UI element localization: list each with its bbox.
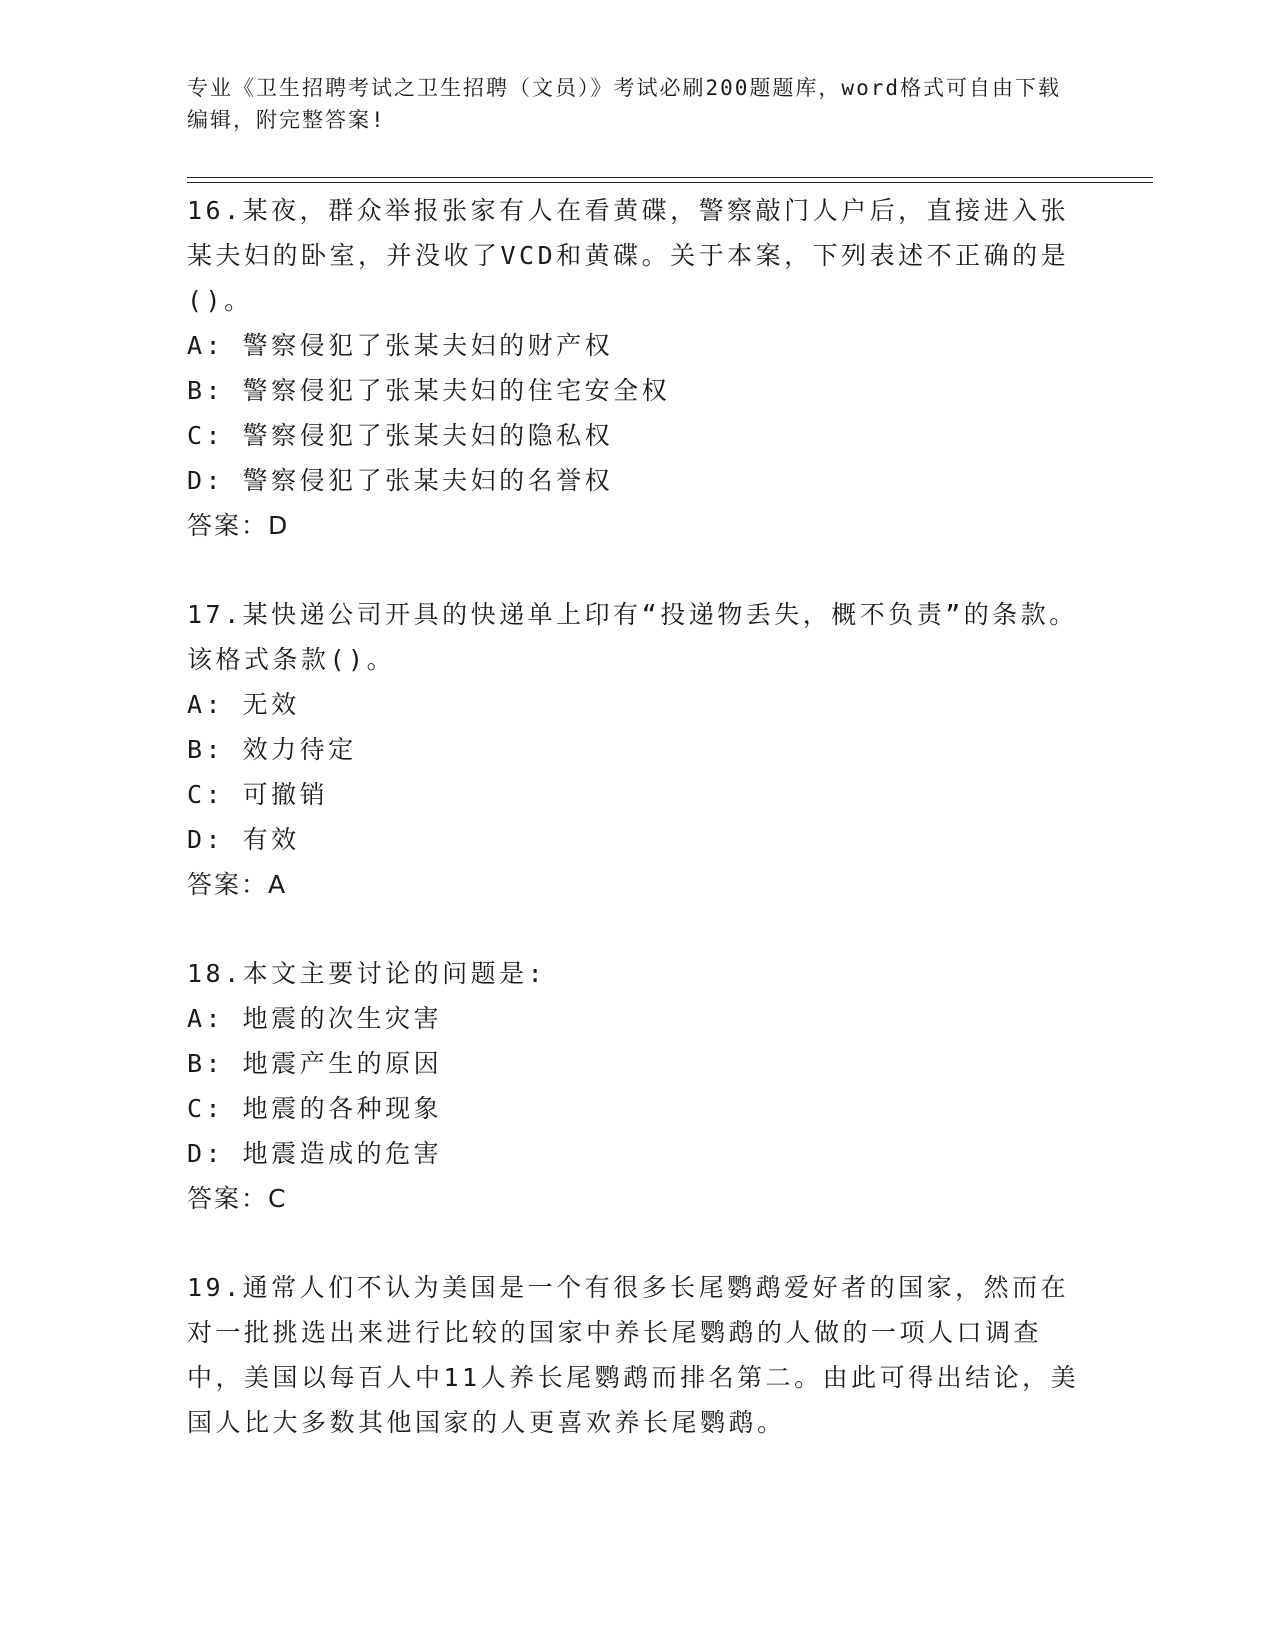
option-a: A: 警察侵犯了张某夫妇的财产权: [187, 331, 614, 360]
option-d: D: 有效: [187, 825, 300, 854]
question-list: [187, 188, 1087, 1489]
question-16: [187, 188, 1087, 548]
option-c: C: 地震的各种现象: [187, 1094, 443, 1123]
document-header: 专业《卫生招聘考试之卫生招聘（文员）》考试必刷200题题库，word格式可自由下载编辑，附完整答案!: [187, 76, 1061, 132]
option-c: C: 可撤销: [187, 780, 329, 809]
question-text: 18.本文主要讨论的问题是:: [187, 959, 547, 988]
answer-line: 答案：D: [187, 511, 290, 540]
header-divider-top: [187, 177, 1153, 178]
answer-line: 答案：C: [187, 1184, 288, 1213]
option-a: A: 无效: [187, 690, 300, 719]
option-b: B: 地震产生的原因: [187, 1049, 443, 1078]
option-d: D: 警察侵犯了张某夫妇的名誉权: [187, 466, 614, 495]
question-18: [187, 951, 1087, 1221]
question-text: 17.某快递公司开具的快递单上印有“投递物丢失，概不负责”的条款。该格式条款()。: [187, 600, 1078, 674]
option-b: B: 效力待定: [187, 735, 357, 764]
question-19: [187, 1265, 1087, 1445]
answer-line: 答案：A: [187, 870, 288, 899]
option-b: B: 警察侵犯了张某夫妇的住宅安全权: [187, 376, 671, 405]
question-17: [187, 592, 1087, 907]
question-text: 16.某夜，群众举报张家有人在看黄碟，警察敲门人户后，直接进入张某夫妇的卧室，并没收了VCD和黄碟。关于本案，下列表述不正确的是()。: [187, 196, 1070, 315]
option-d: D: 地震造成的危害: [187, 1139, 443, 1168]
option-c: C: 警察侵犯了张某夫妇的隐私权: [187, 421, 614, 450]
option-a: A: 地震的次生灾害: [187, 1004, 443, 1033]
header-divider-bottom: [187, 182, 1153, 183]
question-text: 19.通常人们不认为美国是一个有很多长尾鹦鹉爱好者的国家，然而在对一批挑选出来进行比较的国家中养长尾鹦鹉的人做的一项人口调查中，美国以每百人中11人养长尾鹦鹉而排名第二。由此可得出结论，美国人比大多数其他国家的人更喜欢养长尾鹦鹉。: [187, 1273, 1080, 1437]
